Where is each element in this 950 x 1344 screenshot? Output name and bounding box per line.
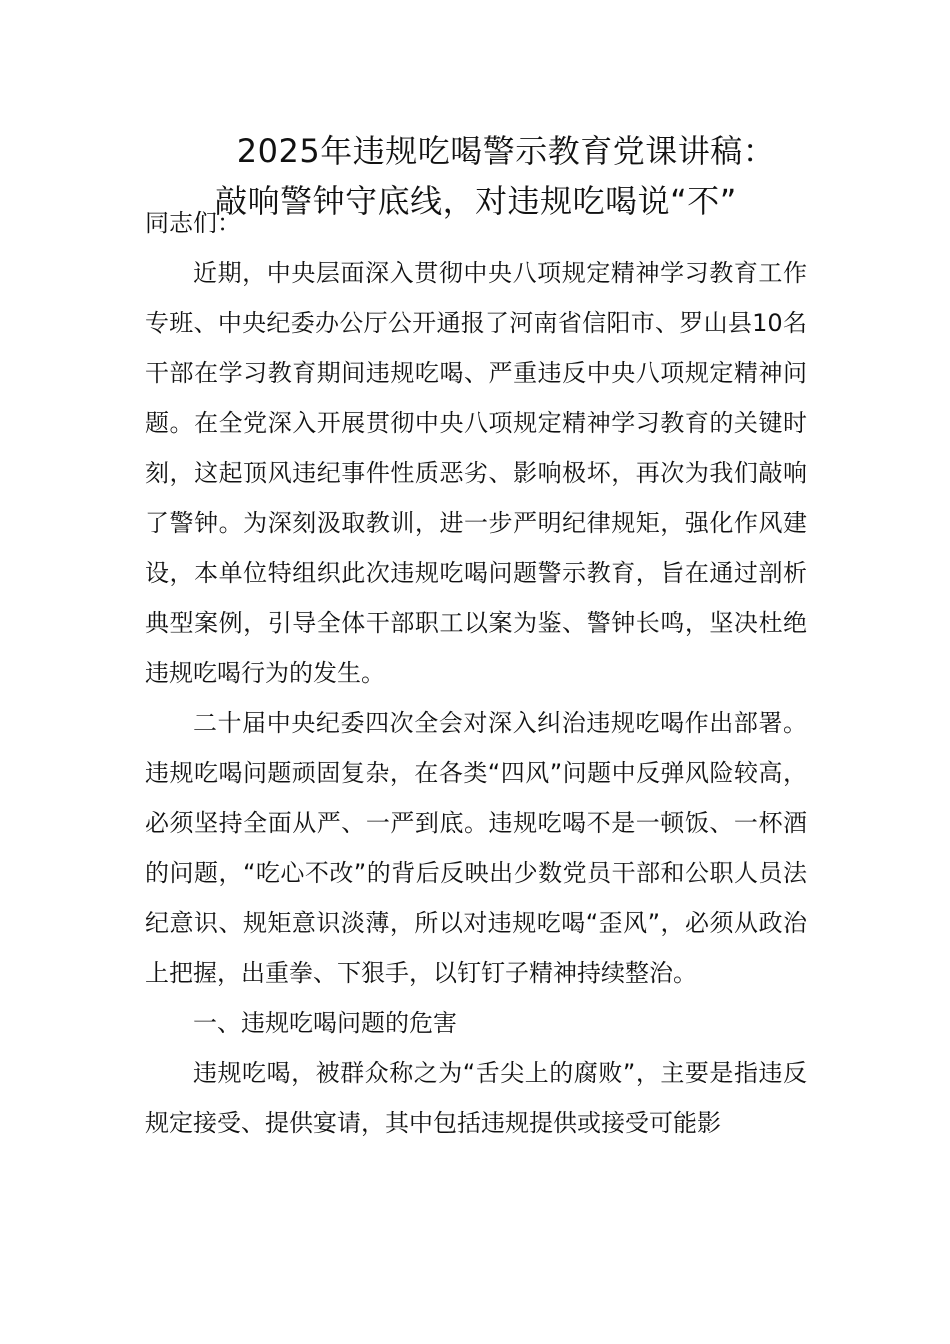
section-heading: 一、违规吃喝问题的危害 [193,1009,457,1037]
paragraph-2: 二十届中央纪委四次全会对深入纠治违规吃喝作出部署。违规吃喝问题顽固复杂，在各类“四风”问题中反弹风险较高，必须坚持全面从严、一严到底。违规吃喝不是一顿饭、一杯酒的问题，“吃心不改”的背后反映出少数党员干部和公职人员法纪意识、规矩意识淡薄，所以对违规吃喝“歪风”，必须从政治上把握，出重拳、下狠手，以钉钉子精神持续整治。 [145,709,807,987]
document-body [145,198,807,1148]
document-title-line-2: 敲响警钟守底线，对违规吃喝说“不” [215,182,737,220]
section-paragraph: 违规吃喝，被群众称之为“舌尖上的腐败”，主要是指违反规定接受、提供宴请，其中包括违规提供或接受可能影 [145,1059,807,1137]
salutation: 同志们： [145,209,241,237]
paragraph-1: 近期，中央层面深入贯彻中央八项规定精神学习教育工作专班、中央纪委办公厅公开通报了河南省信阳市、罗山县10名干部在学习教育期间违规吃喝、严重违反中央八项规定精神问题。在全党深入开展贯彻中央八项规定精神学习教育的关键时刻，这起顶风违纪事件性质恶劣、影响极坏，再次为我们敲响了警钟。为深刻汲取教训，进一步严明纪律规矩，强化作风建设，本单位特组织此次违规吃喝问题警示教育，旨在通过剖析典型案例，引导全体干部职工以案为鉴、警钟长鸣，坚决杜绝违规吃喝行为的发生。 [145,259,807,687]
document-title-line-1: 2025年违规吃喝警示教育党课讲稿： [236,132,776,170]
